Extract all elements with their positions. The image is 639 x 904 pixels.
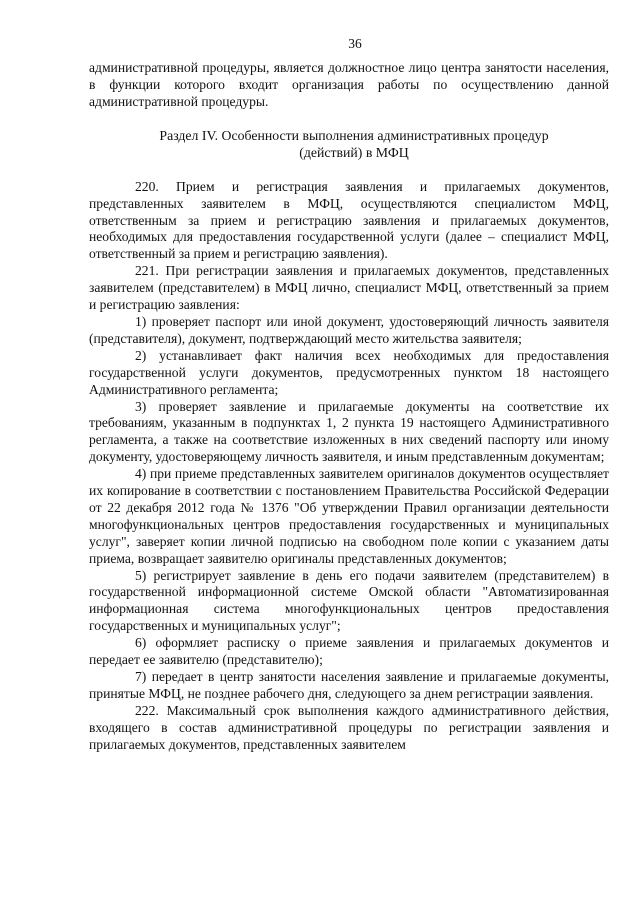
paragraph-220: 220. Прием и регистрация заявления и прилагаемых документов, представленных заявителем в МФЦ, осуществляются специалистом МФЦ, ответственным за прием и регистрацию заявления и прилагаемых документов, необходимых для предоставления государственной услуги (далее – специалист МФЦ, ответственный за прием и регистрацию заявления). xyxy=(89,178,609,262)
list-item-6: 6) оформляет расписку о приеме заявления и прилагаемых документов и передает ее заявителю (представителю); xyxy=(89,635,609,668)
list-item-7: 7) передает в центр занятости населения заявление и прилагаемые документы, принятые МФЦ, не позднее рабочего дня, следующего за днем регистрации заявления. xyxy=(89,669,609,701)
list-item-4: 4) при приеме представленных заявителем оригиналов документов осуществляет их копирование в соответствии с постановлением Правительства Российской Федерации от 22 декабря 2012 года № 1376 "Об утверждении Правил организации деятельности многофункциональных центров предоставления государственных и муниципальных услуг", заверяет копии личной подписью на свободном поле копии с указанием даты приема, возвращает заявителю оригиналы представленных документов; xyxy=(89,466,609,566)
document-body xyxy=(89,60,609,754)
paragraph-222: 222. Максимальный срок выполнения каждого административного действия, входящего в состав административной процедуры по регистрации заявления и прилагаемых документов, представленных заявителем xyxy=(89,702,609,752)
list-item-1: 1) проверяет паспорт или иной документ, удостоверяющий личность заявителя (представителя), документ, подтверждающий место жительства заявителя; xyxy=(89,313,609,346)
list-item-2: 2) устанавливает факт наличия всех необходимых для предоставления государственной услуги документов, предусмотренных пунктом 18 настоящего Административного регламента; xyxy=(89,347,609,397)
list-item-5: 5) регистрирует заявление в день его подачи заявителем (представителем) в государственной информационной системе Омской области "Автоматизированная информационная система многофункциональных центров предоставления государственных и муниципальных услуг"; xyxy=(89,567,609,634)
section-heading-line2: (действий) в МФЦ xyxy=(299,144,409,160)
paragraph-221: 221. При регистрации заявления и прилагаемых документов, представленных заявителем (представителем) в МФЦ лично, специалист МФЦ, ответственный за прием и регистрацию заявления: xyxy=(89,263,609,313)
intro-paragraph: административной процедуры, является должностное лицо центра занятости населения, в функции которого входит организация работы по осуществлению данной административной процедуры. xyxy=(89,60,609,109)
list-item-3: 3) проверяет заявление и прилагаемые документы на соответствие их требованиям, указанным в подпунктах 1, 2 пункта 19 настоящего Административного регламента, а также на соответствие изложенных в них сведений паспорту или иному документу, удостоверяющему личность заявителя, и иным представленным документам; xyxy=(89,398,609,465)
section-heading xyxy=(89,127,609,161)
page-number: 36 xyxy=(348,36,362,51)
section-heading-line1: Раздел IV. Особенности выполнения административных процедур xyxy=(159,127,549,143)
